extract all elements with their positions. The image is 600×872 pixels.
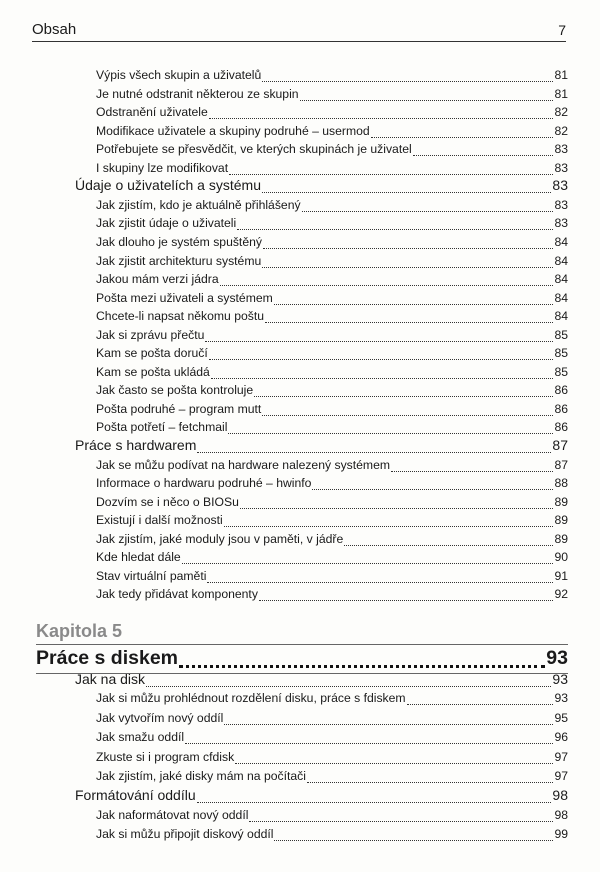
- entry-page-number: 87: [554, 458, 568, 472]
- leader-dots: [228, 433, 553, 434]
- toc-entry[interactable]: [96, 235, 568, 252]
- entry-page-number: 82: [554, 105, 568, 119]
- entry-page-number: 88: [554, 476, 568, 490]
- entry-page-number: 83: [554, 216, 568, 230]
- chapter-page: 93: [546, 647, 568, 669]
- toc-section-entry[interactable]: [75, 437, 568, 456]
- entry-page-number: 86: [554, 402, 568, 416]
- leader-dots: [262, 192, 551, 193]
- leader-dots: [235, 763, 553, 764]
- entry-page-number: 93: [552, 671, 568, 687]
- entry-page-number: 98: [552, 787, 568, 803]
- entry-page-number: 84: [554, 272, 568, 286]
- entry-page-number: 85: [554, 346, 568, 360]
- entry-label: Práce s hardwarem: [75, 437, 197, 453]
- leader-dots: [197, 802, 552, 803]
- toc-entry[interactable]: [96, 365, 568, 382]
- toc-entry[interactable]: [96, 569, 568, 586]
- entry-label: Kam se pošta ukládá: [96, 365, 210, 379]
- chapter-rule-bottom: [36, 673, 568, 674]
- entry-page-number: 98: [554, 808, 568, 822]
- toc-entry[interactable]: [96, 383, 568, 400]
- entry-page-number: 84: [554, 254, 568, 268]
- leader-dots: [146, 686, 551, 687]
- leader-dots: [274, 304, 554, 305]
- toc-entry[interactable]: [96, 198, 568, 215]
- leader-dots: [259, 600, 554, 601]
- leader-dots: [220, 285, 554, 286]
- entry-page-number: 81: [554, 68, 568, 82]
- entry-label: Potřebujete se přesvědčit, ve kterých skupinách je uživatel: [96, 142, 412, 156]
- leader-dots: [307, 782, 553, 783]
- leader-dots: [207, 582, 553, 583]
- toc-entry[interactable]: [96, 750, 568, 767]
- toc-entry[interactable]: [96, 513, 568, 530]
- entry-label: Jak se můžu podívat na hardware nalezený systémem: [96, 458, 390, 472]
- toc-entry[interactable]: [96, 532, 568, 549]
- entry-page-number: 83: [554, 198, 568, 212]
- entry-label: Pošta potřetí – fetchmail: [96, 420, 228, 434]
- leader-dots: [413, 155, 554, 156]
- entry-page-number: 87: [552, 437, 568, 453]
- entry-label: Pošta podruhé – program mutt: [96, 402, 262, 416]
- toc-entry[interactable]: [96, 68, 568, 85]
- toc-entry[interactable]: [96, 161, 568, 178]
- entry-label: Zkuste si i program cfdisk: [96, 750, 235, 764]
- entry-label: Kde hledat dále: [96, 550, 181, 564]
- toc-entry[interactable]: [96, 142, 568, 159]
- entry-label: Jak tedy přidávat komponenty: [96, 587, 258, 601]
- toc-entry[interactable]: [96, 346, 568, 363]
- entry-label: Jak zjistím, kdo je aktuálně přihlášený: [96, 198, 301, 212]
- leader-dots: [197, 452, 551, 453]
- entry-page-number: 83: [554, 142, 568, 156]
- entry-page-number: 93: [554, 691, 568, 705]
- chapter-rule-top: [36, 644, 568, 645]
- entry-page-number: 90: [554, 550, 568, 564]
- entry-page-number: 99: [554, 827, 568, 841]
- entry-page-number: 86: [554, 383, 568, 397]
- leader-dots: [302, 211, 554, 212]
- entry-label: Jak zjistit údaje o uživateli: [96, 216, 237, 230]
- entry-label: Jak si zprávu přečtu: [96, 328, 205, 342]
- toc-entry[interactable]: [96, 291, 568, 308]
- toc-entry[interactable]: [96, 328, 568, 345]
- toc-section-entry[interactable]: [75, 787, 568, 806]
- header-page-number: 7: [558, 22, 566, 38]
- toc-entry[interactable]: [96, 216, 568, 233]
- leader-dots: [229, 174, 553, 175]
- leader-dots: [237, 229, 553, 230]
- entry-page-number: 89: [554, 532, 568, 546]
- leader-dots: [179, 665, 545, 668]
- entry-page-number: 97: [554, 750, 568, 764]
- entry-label: Výpis všech skupin a uživatelů: [96, 68, 262, 82]
- entry-label: Jakou mám verzi jádra: [96, 272, 219, 286]
- chapter-label: Kapitola 5: [36, 621, 123, 641]
- leader-dots: [249, 821, 553, 822]
- leader-dots: [263, 248, 553, 249]
- leader-dots: [344, 545, 553, 546]
- toc-entry[interactable]: [96, 124, 568, 141]
- entry-label: Jak vytvořím nový oddíl: [96, 711, 224, 725]
- entry-page-number: 84: [554, 235, 568, 249]
- entry-label: Modifikace uživatele a skupiny podruhé – usermod: [96, 124, 370, 138]
- entry-page-number: 84: [554, 291, 568, 305]
- entry-label: Jak si můžu připojit diskový oddíl: [96, 827, 274, 841]
- toc-section-entry[interactable]: [75, 177, 568, 196]
- toc-entry[interactable]: [96, 808, 568, 825]
- leader-dots: [209, 118, 554, 119]
- entry-label: Chcete-li napsat někomu poštu: [96, 309, 265, 323]
- entry-label: Existují i další možnosti: [96, 513, 223, 527]
- leader-dots: [240, 508, 554, 509]
- leader-dots: [224, 526, 554, 527]
- toc-entry[interactable]: [96, 476, 568, 493]
- entry-page-number: 89: [554, 513, 568, 527]
- leader-dots: [224, 724, 553, 725]
- toc-entry[interactable]: [96, 769, 568, 786]
- entry-label: Jak si můžu prohlédnout rozdělení disku, práce s fdiskem: [96, 691, 406, 705]
- entry-page-number: 83: [554, 161, 568, 175]
- leader-dots: [371, 137, 554, 138]
- entry-label: Údaje o uživatelích a systému: [75, 177, 261, 193]
- entry-label: I skupiny lze modifikovat: [96, 161, 229, 175]
- entry-label: Jak na disk: [75, 671, 146, 687]
- header-title: Obsah: [32, 21, 77, 38]
- entry-page-number: 85: [554, 328, 568, 342]
- toc-entry[interactable]: [96, 309, 568, 326]
- entry-label: Kam se pošta doručí: [96, 346, 208, 360]
- toc-entry[interactable]: [96, 254, 568, 271]
- entry-label: Jak zjistit architekturu systému: [96, 254, 262, 268]
- chapter-title: Práce s diskem: [36, 647, 179, 669]
- leader-dots: [262, 267, 553, 268]
- toc-entry[interactable]: [96, 587, 568, 604]
- chapter-title-entry[interactable]: [36, 647, 568, 673]
- leader-dots: [262, 415, 553, 416]
- leader-dots: [262, 81, 553, 82]
- entry-label: Stav virtuální paměti: [96, 569, 207, 583]
- leader-dots: [265, 322, 553, 323]
- toc-entry[interactable]: [96, 402, 568, 419]
- entry-page-number: 97: [554, 769, 568, 783]
- entry-page-number: 96: [554, 730, 568, 744]
- leader-dots: [209, 359, 554, 360]
- entry-page-number: 95: [554, 711, 568, 725]
- leader-dots: [407, 704, 554, 705]
- leader-dots: [185, 743, 553, 744]
- leader-dots: [211, 378, 554, 379]
- leader-dots: [254, 396, 553, 397]
- entry-page-number: 83: [552, 177, 568, 193]
- toc-entry[interactable]: [96, 420, 568, 437]
- entry-page-number: 84: [554, 309, 568, 323]
- leader-dots: [274, 840, 553, 841]
- entry-label: Jak naformátovat nový oddíl: [96, 808, 249, 822]
- entry-label: Jak často se pošta kontroluje: [96, 383, 254, 397]
- entry-page-number: 81: [554, 87, 568, 101]
- toc-entry[interactable]: [96, 711, 568, 728]
- entry-label: Jak zjistím, jaké disky mám na počítači: [96, 769, 306, 783]
- toc-entry[interactable]: [96, 827, 568, 844]
- toc-entry[interactable]: [96, 495, 568, 512]
- entry-label: Jak zjistím, jaké moduly jsou v paměti, v jádře: [96, 532, 344, 546]
- toc-entry[interactable]: [96, 458, 568, 475]
- toc-entry[interactable]: [96, 550, 568, 567]
- entry-label: Pošta mezi uživateli a systémem: [96, 291, 273, 305]
- toc-entry[interactable]: [96, 272, 568, 289]
- entry-page-number: 92: [554, 587, 568, 601]
- leader-dots: [391, 471, 553, 472]
- entry-label: Informace o hardwaru podruhé – hwinfo: [96, 476, 312, 490]
- leader-dots: [182, 563, 554, 564]
- entry-page-number: 91: [554, 569, 568, 583]
- entry-label: Jak smažu oddíl: [96, 730, 185, 744]
- entry-page-number: 89: [554, 495, 568, 509]
- toc-entry[interactable]: [96, 87, 568, 104]
- entry-page-number: 82: [554, 124, 568, 138]
- leader-dots: [312, 489, 553, 490]
- entry-label: Dozvím se i něco o BIOSu: [96, 495, 239, 509]
- entry-page-number: 85: [554, 365, 568, 379]
- toc-entry[interactable]: [96, 105, 568, 122]
- entry-page-number: 86: [554, 420, 568, 434]
- leader-dots: [300, 100, 554, 101]
- toc-entry[interactable]: [96, 730, 568, 747]
- toc-entry[interactable]: [96, 691, 568, 708]
- entry-label: Jak dlouho je systém spuštěný: [96, 235, 262, 249]
- leader-dots: [205, 341, 553, 342]
- entry-label: Formátování oddílu: [75, 787, 196, 803]
- entry-label: Je nutné odstranit některou ze skupin: [96, 87, 299, 101]
- entry-label: Odstranění uživatele: [96, 105, 208, 119]
